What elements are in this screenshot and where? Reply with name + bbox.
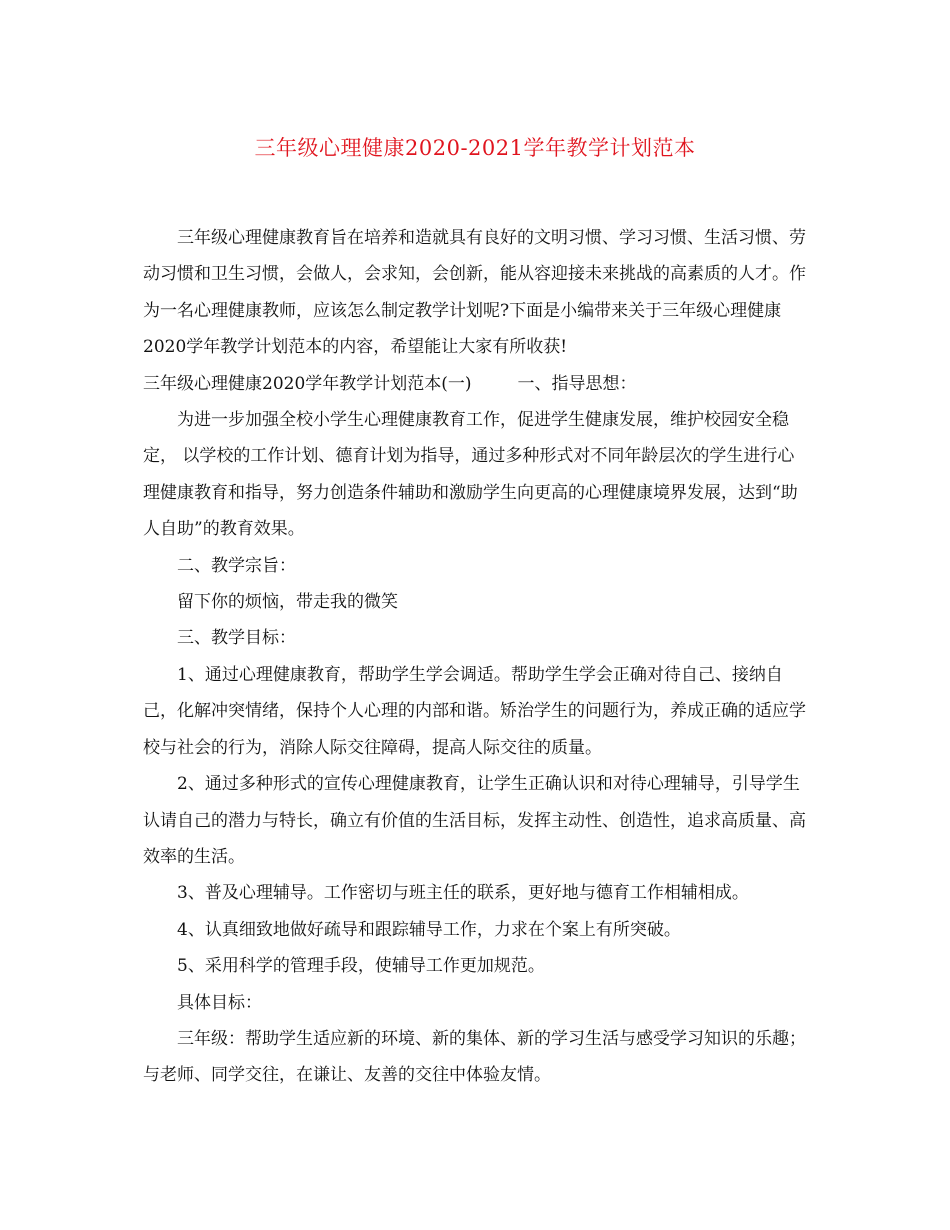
- sample-heading-line: [143, 366, 808, 402]
- goal-item: 4、认真细致地做好疏导和跟踪辅导工作，力求在个案上有所突破。: [177, 919, 681, 940]
- intro-paragraph: 三年级心理健康教育旨在培养和造就具有良好的文明习惯、学习习惯、生活习惯、劳动习惯和卫生习惯，会做人，会求知，会创新，能从容迎接未来挑战的高素质的人才。作为一名心理健康教师，应该怎么制定教学计划呢?下面是小编带来关于三年级心理健康2020学年教学计划范本的内容，希望能让大家有所收获!: [143, 228, 806, 358]
- document-title: 三年级心理健康2020-2021学年教学计划范本: [254, 136, 696, 160]
- section2-heading: 二、教学宗旨：: [177, 555, 296, 576]
- section1-heading: 一、指导思想：: [517, 373, 637, 394]
- goal-item: 5、采用科学的管理手段，使辅导工作更加规范。: [177, 956, 545, 977]
- document-body: [143, 220, 808, 1094]
- specific-goals-heading: 具体目标：: [177, 992, 262, 1013]
- section1-paragraph: 为进一步加强全校小学生心理健康教育工作，促进学生健康发展，维护校园安全稳定， 以学校的工作计划、德育计划为指导，通过多种形式对不同年龄层次的学生进行心理健康教育和指导，努力创造条件辅助和激励学生向更高的心理健康境界发展，达到“助人自助”的教育效果。: [143, 410, 798, 540]
- goal-item: 1、通过心理健康教育，帮助学生学会调适。帮助学生学会正确对待自己、接纳自己，化解冲突情绪，保持个人心理的内部和谐。矫治学生的问题行为，养成正确的适应学校与社会的行为，消除人际交往障碍，提高人际交往的质量。: [143, 664, 806, 758]
- sample-heading: 三年级心理健康2020学年教学计划范本(一): [143, 373, 472, 394]
- section2-paragraph: 留下你的烦恼，带走我的微笑: [177, 592, 398, 613]
- goal-item: 3、普及心理辅导。工作密切与班主任的联系，更好地与德育工作相辅相成。: [177, 883, 749, 904]
- goal-item: 2、通过多种形式的宣传心理健康教育，让学生正确认识和对待心理辅导，引导学生认请自己的潜力与特长，确立有价值的生活目标，发挥主动性、创造性，追求高质量、高效率的生活。: [143, 774, 806, 867]
- grade3-paragraph: 三年级：帮助学生适应新的环境、新的集体、新的学习生活与感受学习知识的乐趣；与老师、同学交往，在谦让、友善的交往中体验友情。: [143, 1028, 806, 1086]
- section3-heading: 三、教学目标：: [177, 628, 296, 649]
